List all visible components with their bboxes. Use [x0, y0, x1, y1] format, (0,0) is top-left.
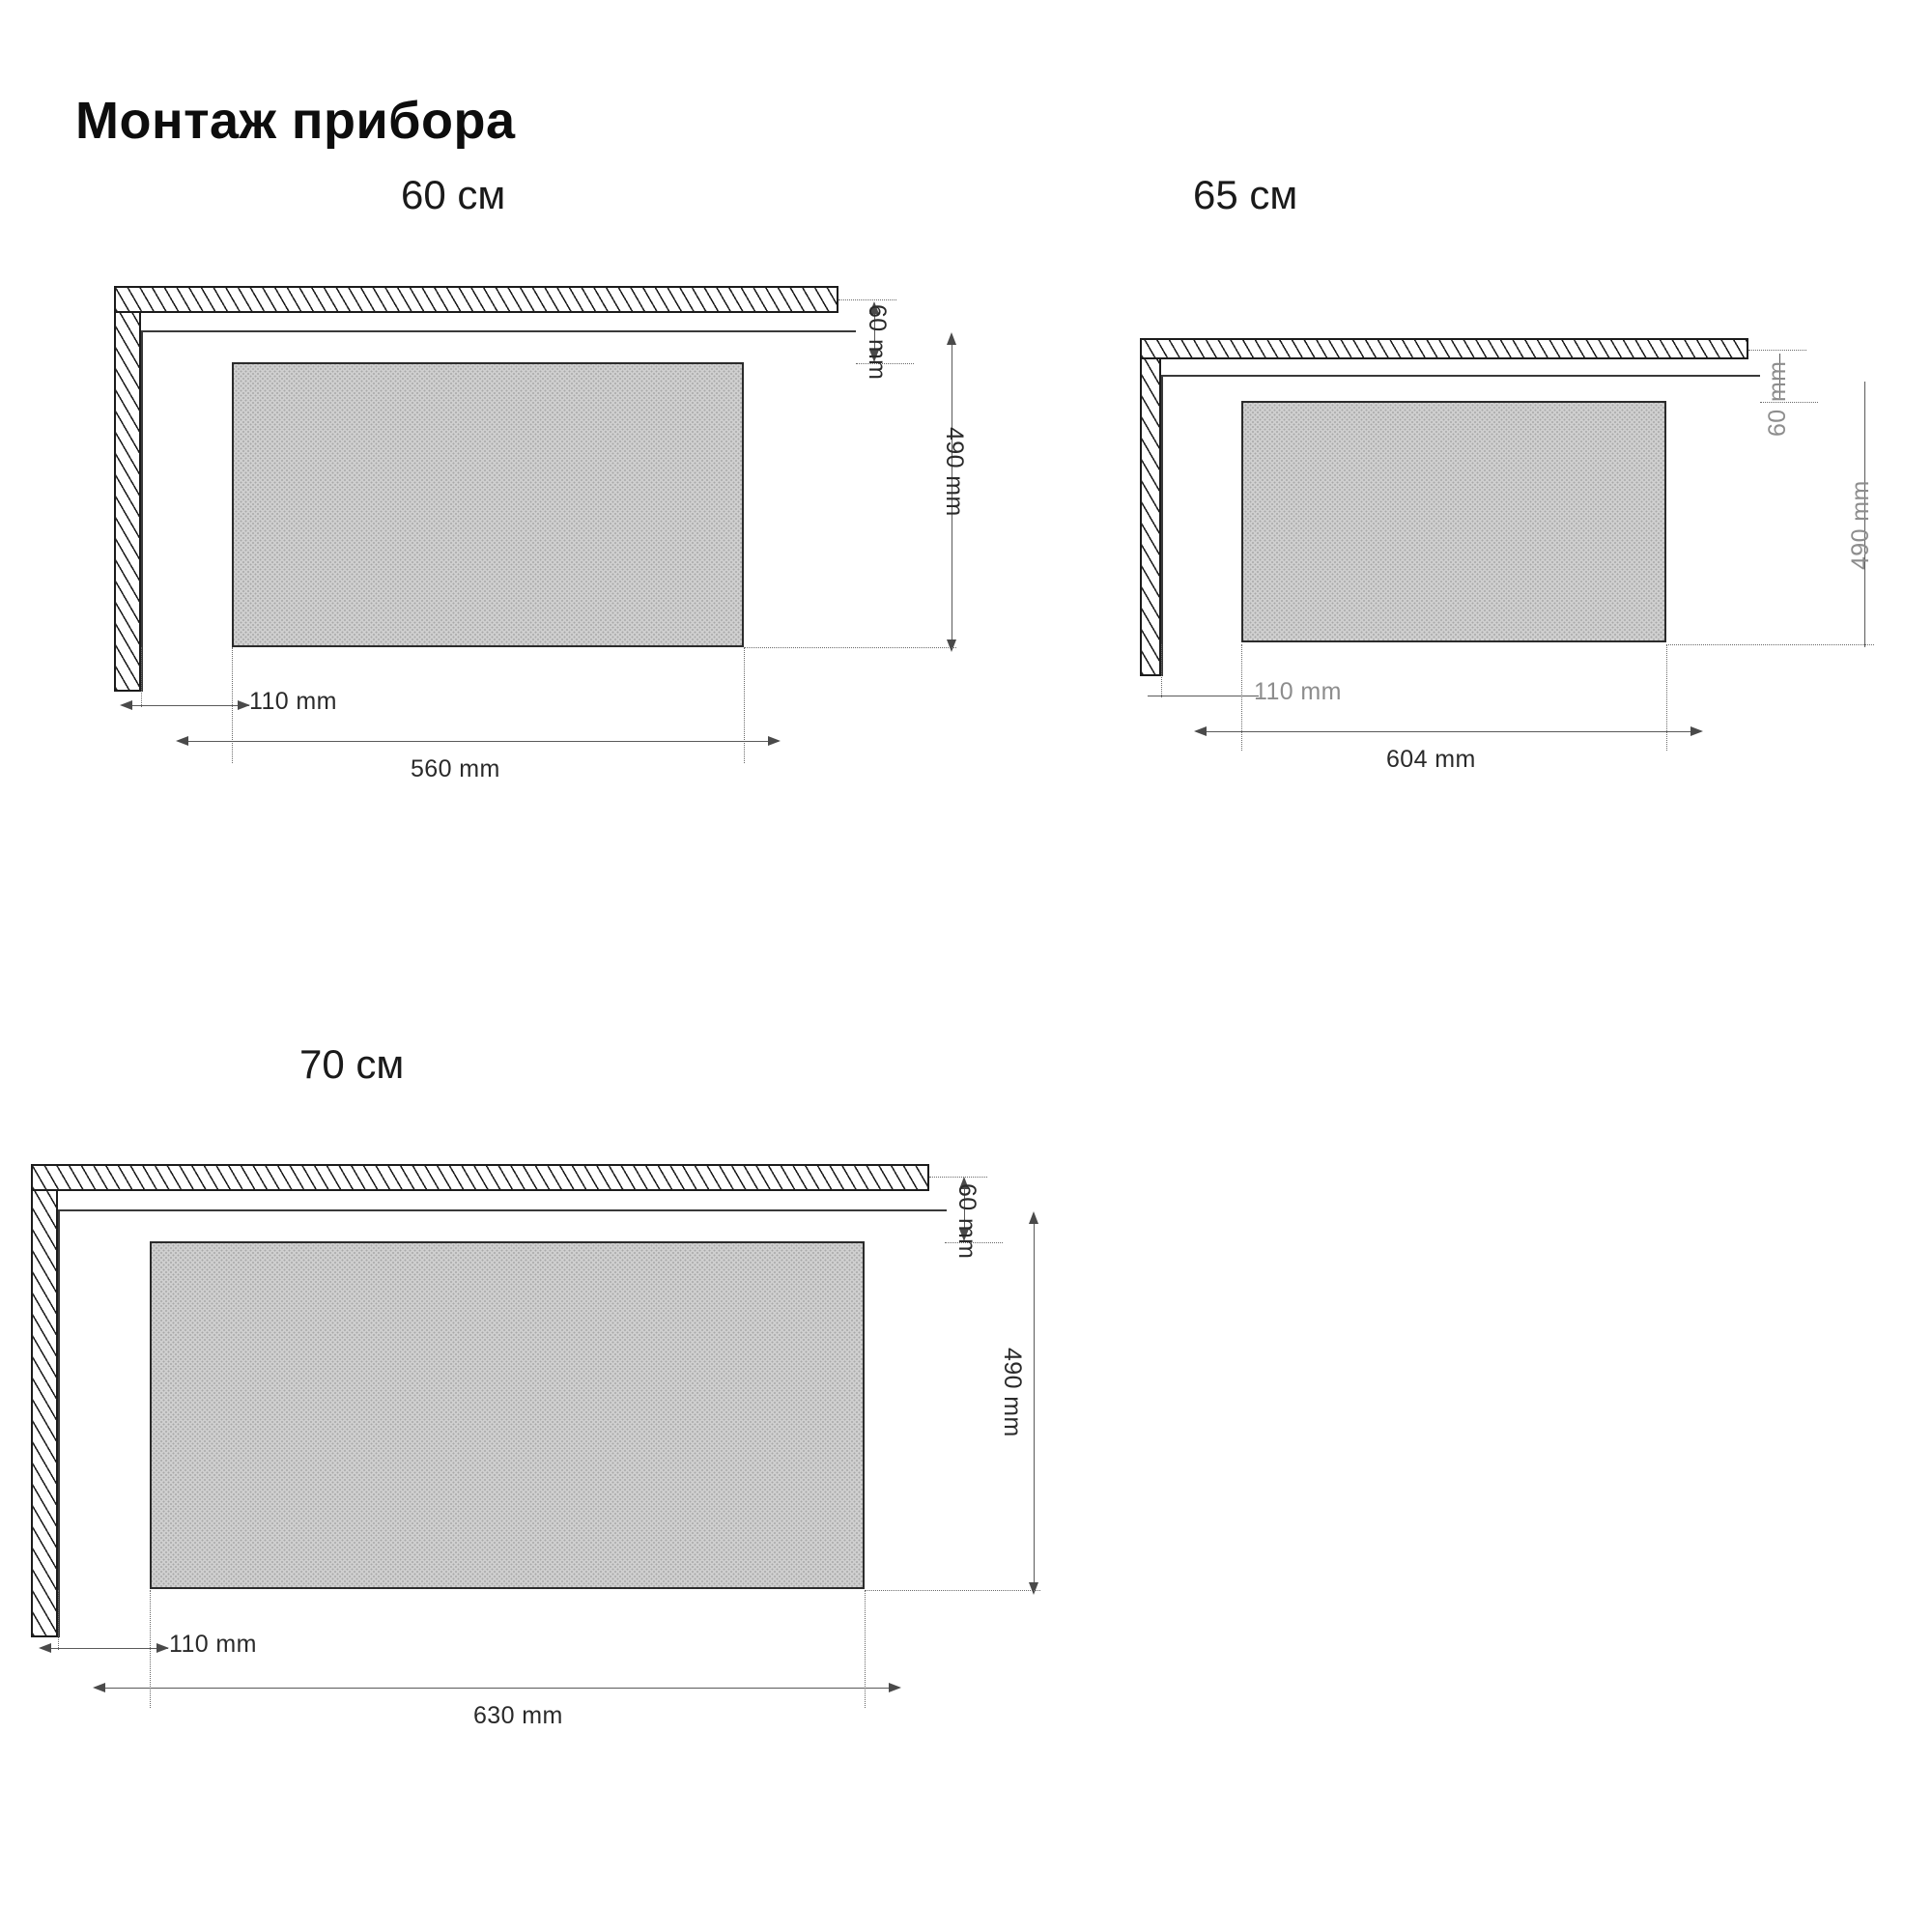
dim-label-560mm: 560 mm: [411, 755, 500, 782]
worktop-edge-top-70: [58, 1209, 947, 1211]
diagram-65cm: [1063, 172, 1932, 995]
dim-line-110mm: [124, 705, 249, 706]
wall-horizontal-hatch-70: [31, 1164, 929, 1191]
dim-label-110mm-70: 110 mm: [169, 1631, 257, 1658]
diagram-70cm-title: 70 cм: [299, 1041, 405, 1087]
dim-line-490mm-70: [1034, 1215, 1035, 1590]
appliance-panel-60: [232, 362, 744, 647]
wall-vertical-hatch-65: [1140, 338, 1161, 676]
appliance-panel-65: [1241, 401, 1666, 642]
dim-arrow-604mm-left: [1194, 726, 1207, 736]
dim-line-110mm-70: [43, 1648, 168, 1649]
dim-arrow-110mm-left: [120, 700, 132, 710]
dim-guide-490mm-bottom: [744, 647, 956, 648]
wall-horizontal-hatch-65: [1140, 338, 1748, 359]
appliance-panel-70: [150, 1241, 865, 1589]
dim-arrow-490mm-up-70: [1029, 1211, 1038, 1224]
diagram-60cm: [0, 172, 968, 995]
dim-guide-630mm-right-70: [865, 1590, 866, 1708]
dim-guide-60mm-top-70: [929, 1177, 987, 1178]
dim-label-490mm: 490 mm: [941, 427, 968, 517]
diagram-70cm: [0, 1041, 1063, 1884]
dim-label-490mm-65: 490 mm: [1847, 480, 1874, 570]
dim-arrow-490mm-down: [947, 639, 956, 652]
page-title: Монтаж прибора: [75, 92, 516, 151]
wall-horizontal-hatch: [114, 286, 838, 313]
dim-arrow-560mm-left: [176, 736, 188, 746]
dim-label-604mm: 604 mm: [1386, 746, 1476, 773]
worktop-edge-left: [141, 330, 143, 692]
dim-arrow-630mm-left: [93, 1683, 105, 1692]
dim-label-490mm-70: 490 mm: [999, 1348, 1026, 1437]
dim-label-60mm-70: 60 mm: [953, 1183, 980, 1260]
worktop-edge-top: [141, 330, 856, 332]
dim-label-110mm: 110 mm: [249, 688, 337, 715]
dim-label-110mm-65: 110 mm: [1254, 678, 1342, 705]
wall-vertical-hatch: [114, 286, 141, 692]
dim-arrow-490mm-down-70: [1029, 1582, 1038, 1595]
dim-guide-60mm-top-65: [1748, 350, 1806, 351]
dim-arrow-604mm-right: [1690, 726, 1703, 736]
dim-guide-110mm-right-70: [150, 1590, 151, 1708]
dim-guide-490mm-bottom-65: [1666, 644, 1874, 645]
worktop-edge-left-70: [58, 1209, 60, 1637]
dim-line-560mm: [180, 741, 779, 742]
dim-label-60mm-65: 60 mm: [1764, 360, 1791, 437]
dim-guide-560mm-right: [744, 647, 745, 763]
dim-arrow-560mm-right: [768, 736, 781, 746]
dim-arrow-490mm-up: [947, 332, 956, 345]
dim-guide-490mm-bottom-70: [865, 1590, 1040, 1591]
dim-guide-110mm-right-65: [1241, 644, 1242, 751]
dim-line-630mm: [97, 1688, 898, 1689]
diagram-60cm-title: 60 cм: [401, 172, 506, 217]
dim-guide-110mm-left: [141, 647, 142, 707]
dim-guide-110mm-left-65: [1161, 644, 1162, 697]
wall-vertical-hatch-70: [31, 1164, 58, 1637]
dim-guide-110mm-left-70: [58, 1590, 59, 1650]
diagram-65cm-title: 65 cм: [1193, 172, 1298, 217]
dim-label-630mm: 630 mm: [473, 1702, 563, 1729]
dim-arrow-110mm-right-70: [156, 1643, 169, 1653]
dim-arrow-630mm-right: [889, 1683, 901, 1692]
dim-arrow-110mm-left-70: [39, 1643, 51, 1653]
worktop-edge-top-65: [1161, 375, 1760, 377]
dim-label-60mm: 60 mm: [864, 304, 891, 381]
dim-guide-60mm-top: [838, 299, 896, 300]
worktop-edge-left-65: [1161, 375, 1163, 676]
dim-guide-604mm-right-65: [1666, 644, 1667, 751]
dim-line-604mm: [1198, 731, 1700, 732]
